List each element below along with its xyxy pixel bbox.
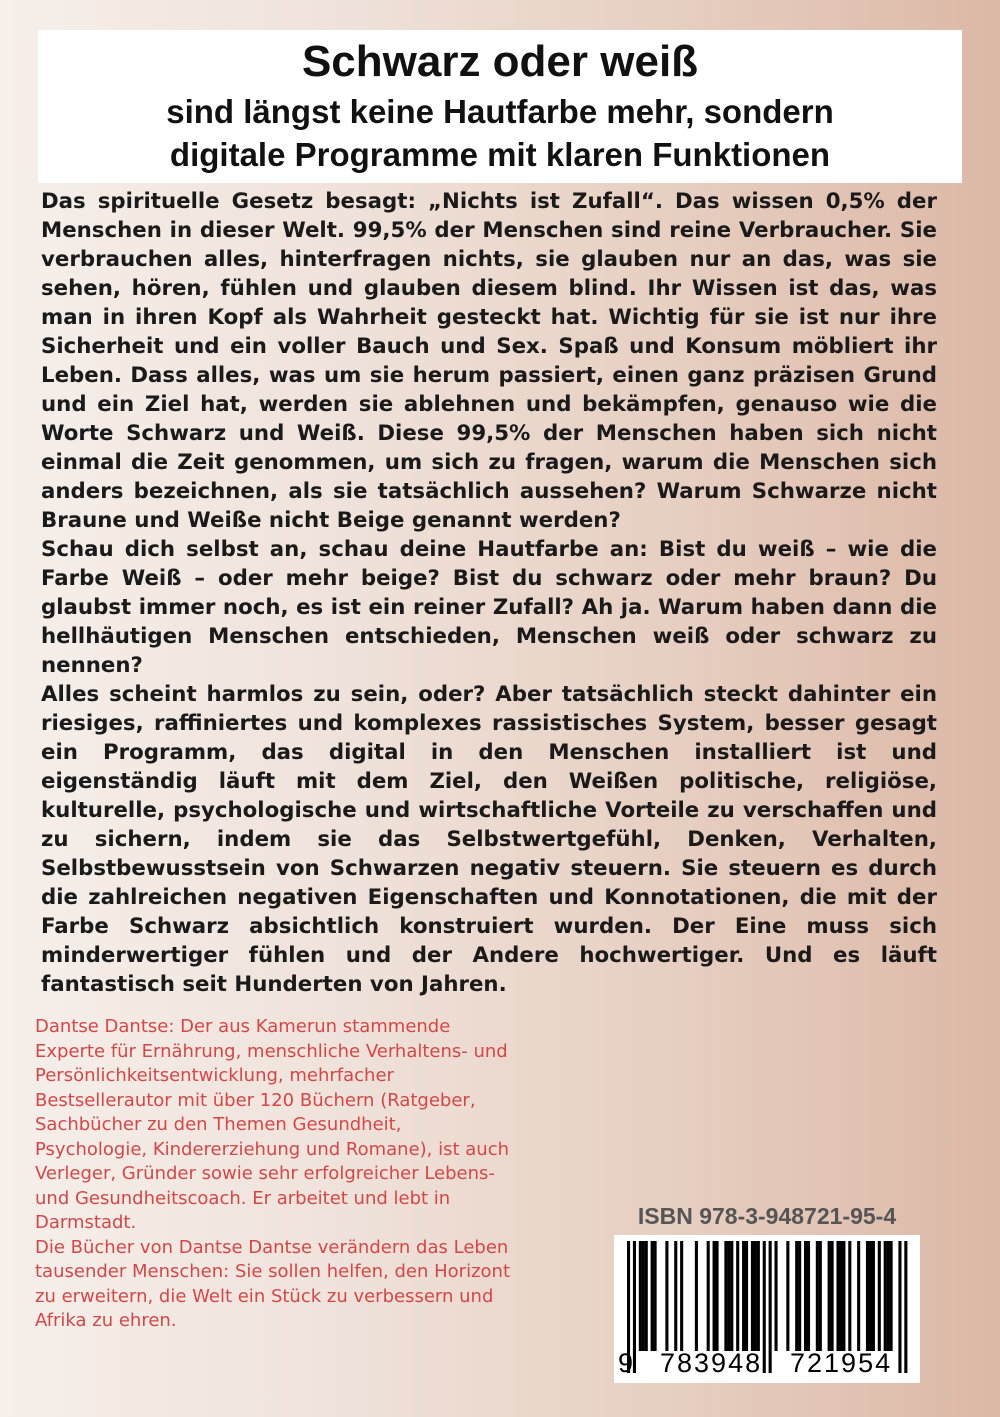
barcode-bar [775, 1241, 778, 1351]
barcode-bar [878, 1241, 881, 1351]
book-subtitle-line-2: digitale Programme mit klaren Funktionen [169, 136, 831, 173]
barcode-bar [757, 1241, 760, 1351]
barcode-bar [695, 1241, 698, 1351]
barcode-bar [848, 1241, 851, 1351]
barcode-bar [745, 1241, 748, 1351]
barcode-bar [751, 1241, 754, 1351]
barcode-bar [724, 1241, 727, 1351]
barcode-digit-first: 9 [618, 1348, 634, 1378]
author-bio-paragraph: Dantse Dantse: Der aus Kamerun stammende Experte für Ernährung, menschliche Verhaltens- und Persönlichkeitsentwicklung, mehrfacher Bestsellerautor mit über 120 Büchern (Ratgeber, Sachbücher zu den Themen Gesundheit, Psychologie, Kindererziehung und Romane), ist auch Verleger, Gründer sowie sehr erfolgreicher Lebens- und Gesundheitscoach. Er arbeitet und lebt in Darmstadt. [35, 1016, 510, 1233]
blurb-paragraph: Das spirituelle Gesetz besagt: „Nichts ist Zufall“. Das wissen 0,5% der Menschen in dieser Welt. 99,5% der Menschen sind reine Verbraucher. Sie verbrauchen alles, hinterfragen nichts, sie glauben nur an das, was sie sehen, hören, fühlen und glauben diesem blind. Ihr Wissen ist das, was man in ihren Kopf als Wahrheit gesteckt hat. Wichtig für sie ist nur ihre Sicherheit und ein voller Bauch und Sex. Spaß und Konsum möbliert ihr Leben. Dass alles, was um sie herum passiert, einen ganz präzisen Grund und ein Ziel hat, werden sie ablehnen und bekämpfen, genauso wie die Worte Schwarz und Weiß. Diese 99,5% der Menschen haben sich nicht einmal die Zeit genommen, um sich zu fragen, warum die Menschen sich anders bezeichnen, als sie tatsächlich aussehen? Warum Schwarze nicht Braune und Weiße nicht Beige genannt werden? [41, 189, 937, 533]
barcode-bar [795, 1241, 798, 1351]
book-title: Schwarz oder weiß [301, 37, 699, 86]
barcode-bar [872, 1241, 875, 1351]
barcode-bar [798, 1241, 801, 1351]
author-bio-paragraph: Die Bücher von Dantse Dantse verändern das Leben tausender Menschen: Sie sollen helfen, den Horizont zu erweitern, die Welt ein Stück zu verbessern und Afrika zu ehren. [35, 1236, 511, 1331]
barcode-bar [836, 1241, 839, 1351]
barcode-bar [639, 1241, 642, 1351]
author-bio [35, 1015, 515, 1334]
barcode-bar [742, 1241, 745, 1351]
barcode-bar [674, 1241, 677, 1351]
barcode-bar [842, 1241, 845, 1351]
barcode-bar [816, 1241, 819, 1351]
barcode [614, 1235, 920, 1383]
barcode-bar [890, 1241, 893, 1351]
barcode-bar [786, 1241, 789, 1351]
barcode-bar [884, 1241, 887, 1351]
barcode-digits [620, 1347, 916, 1379]
book-subtitle-line-1: sind längst keine Hautfarbe mehr, sondern [166, 93, 834, 130]
barcode-bar [857, 1241, 860, 1351]
blurb-paragraph: Alles scheint harmlos zu sein, oder? Aber tatsächlich steckt dahinter ein riesiges, raffiniertes und komplexes rassistisches System, besser gesagt ein Programm, das digital in den Menschen installiert ist und eigenständig läuft mit dem Ziel, den Weißen politische, religiöse, kulturelle, psychologische und wirtschaftliche Vorteile zu verschaffen und zu sichern, indem sie das Selbstwertgefühl, Denken, Verhalten, Selbstbewusstsein von Schwarzen negativ steuern. Sie steuern es durch die zahlreichen negativen Eigenschaften und Konnotationen, die mit der Farbe Schwarz absichtlich konstruiert wurden. Der Eine muss sich minderwertiger fühlen und der Andere hochwertiger. Und es läuft fantastisch seit Hunderten von Jahren. [41, 682, 937, 997]
barcode-bar [804, 1241, 807, 1351]
barcode-bar [651, 1241, 654, 1351]
barcode-bar [654, 1241, 657, 1351]
title-box [38, 30, 962, 183]
barcode-bar [869, 1241, 872, 1351]
isbn-label: ISBN 978-3-948721-95-4 [637, 1203, 897, 1229]
barcode-bar [730, 1241, 733, 1351]
barcode-bar [807, 1241, 810, 1351]
barcode-bar [716, 1241, 719, 1351]
barcode-bar [819, 1241, 822, 1351]
barcode-bar [839, 1241, 842, 1351]
barcode-bar [727, 1241, 730, 1351]
barcode-bar [828, 1241, 831, 1351]
barcode-bar [645, 1241, 648, 1351]
barcode-bar [707, 1241, 710, 1351]
blurb-paragraph: Schau dich selbst an, schau deine Hautfarbe an: Bist du weiß – wie die Farbe Weiß – oder mehr beige? Bist du schwarz oder mehr braun? Du glaubst immer noch, es ist ein reiner Zufall? Ah ja. Warum haben dann die hellhäutigen Menschen entschieden, Menschen weiß oder schwarz zu nennen? [41, 537, 937, 678]
barcode-digits-left: 783948 [660, 1348, 763, 1378]
barcode-bar [887, 1241, 890, 1351]
barcode-bar [866, 1241, 869, 1351]
barcode-bar [831, 1241, 834, 1351]
blurb-text [41, 187, 937, 999]
barcode-digits-right: 721954 [790, 1348, 893, 1378]
barcode-bar [754, 1241, 757, 1351]
barcode-bar [642, 1241, 645, 1351]
barcode-bar [665, 1241, 668, 1351]
barcode-bar [736, 1241, 739, 1351]
barcode-bar [713, 1241, 716, 1351]
barcode-bar [680, 1241, 683, 1351]
